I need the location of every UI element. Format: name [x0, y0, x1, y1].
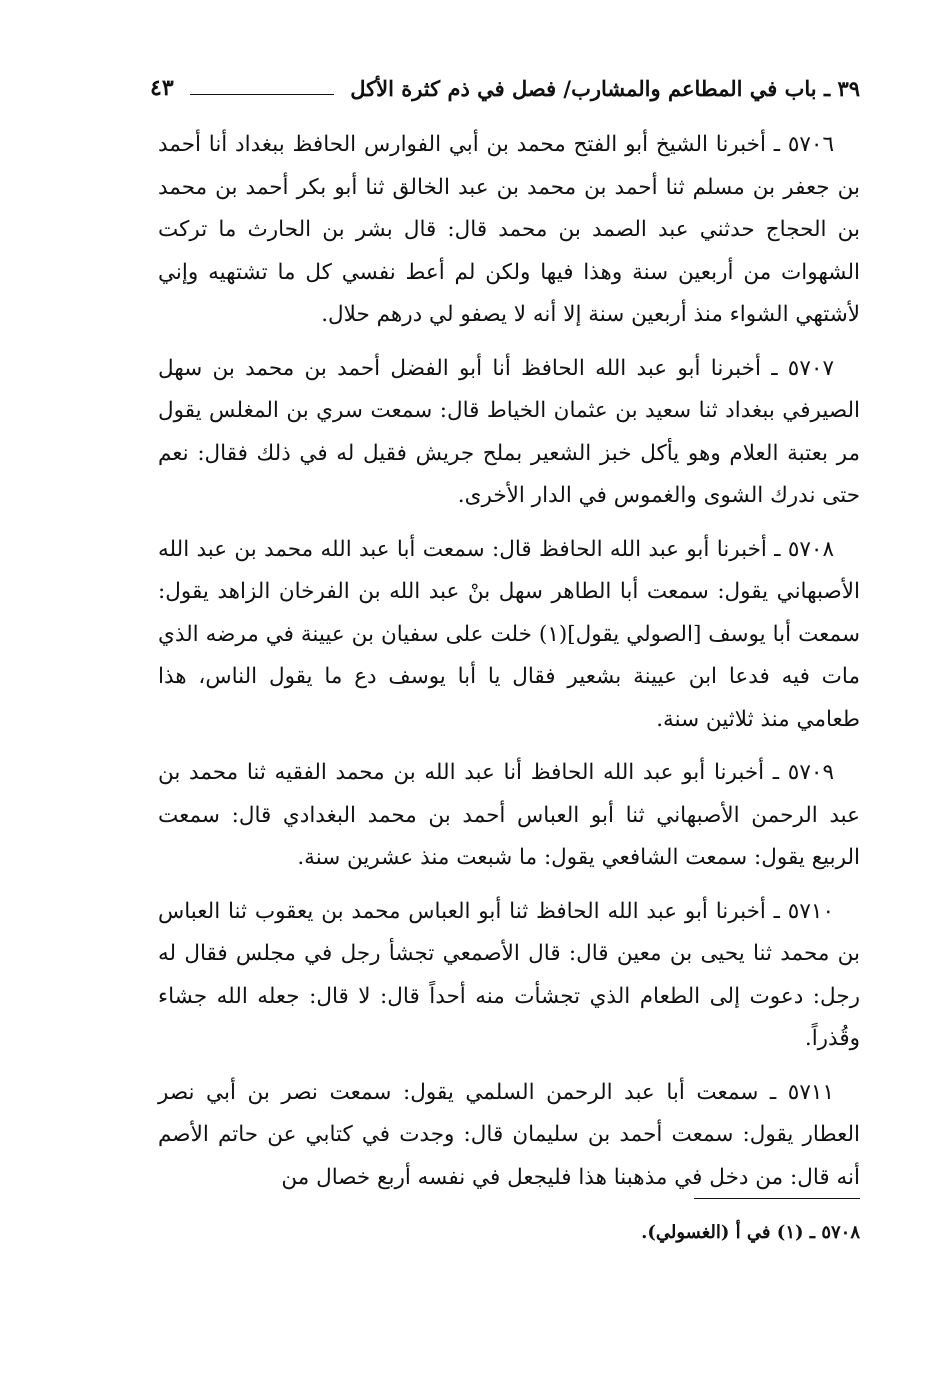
hadith-number: ٥٧٠٧	[787, 355, 834, 381]
hadith-number: ٥٧١٠	[787, 898, 834, 924]
running-header	[150, 68, 860, 108]
hadith-text: ـ أخبرنا أبو عبد الله الحافظ أنا عبد الله بن محمد الفقيه ثنا محمد بن عبد الرحمن الأصبهاني ثنا أبو العباس أحمد بن محمد البغدادي قال: سمعت الربيع يقول: سمعت الشافعي يقول: ما شبعت منذ عشرين سنة.	[158, 760, 860, 870]
page-number: ٤٣	[150, 75, 174, 101]
header-rule	[190, 94, 335, 95]
hadith-text: ـ سمعت أبا عبد الرحمن السلمي يقول: سمعت نصر بن أبي نصر العطار يقول: سمعت أحمد بن سليمان قال: وجدت في كتابي عن حاتم الأصم أنه قال: من دخل في مذهبنا هذا فليجعل في نفسه أربع خصال من	[158, 1079, 860, 1190]
hadith-text: ـ أخبرنا أبو عبد الله الحافظ قال: سمعت أبا عبد الله محمد بن عبد الله الأصبهاني يقول: سمعت أبا الطاهر سهل بنْ عبد الله بن الفرخان الزاهد يقول: سمعت أبا يوسف [الصولي يقول](١) خلت على سفيان بن عيينة في مرضه الذي مات فيه فدعا ابن عيينة بشعير فقال يا أبا يوسف دع ما يقول الناس، هذا طعامي منذ ثلاثين سنة.	[158, 536, 860, 732]
hadith-paragraph	[158, 891, 860, 1061]
hadith-text: ـ أخبرنا أبو عبد الله الحافظ ثنا أبو العباس محمد بن يعقوب ثنا العباس بن محمد ثنا يحيى بن معين قال: قال الأصمعي تجشأ رجل في مجلس فقال له رجل: دعوت إلى الطعام الذي تجشأت منه أحداً قال: لا قال: جعله الله جشاء وقُذراً.	[158, 898, 860, 1051]
hadith-number: ٥٧١١	[787, 1079, 834, 1105]
hadith-text: ـ أخبرنا أبو عبد الله الحافظ أنا أبو الفضل أحمد بن محمد بن سهل الصيرفي ببغداد ثنا سعيد بن عثمان الخياط قال: سمعت سري بن المغلس يقول مر بعتبة العلام وهو يأكل خبز الشعير بملح جريش فقيل له في ذلك فقال: نعم حتى ندرك الشوى والغموس في الدار الأخرى.	[158, 355, 860, 508]
footnote-divider	[694, 1198, 860, 1199]
hadith-paragraph	[158, 1072, 860, 1200]
chapter-title: ٣٩ ـ باب في المطاعم والمشارب/ فصل في ذم كثرة الأكل	[350, 75, 860, 101]
hadith-text: ـ أخبرنا الشيخ أبو الفتح محمد بن أبي الفوارس الحافظ ببغداد أنا أحمد بن جعفر بن مسلم ثنا أحمد بن محمد بن عبد الخالق ثنا أبو بكر أحمد بن محمد بن الحجاج حدثني عبد الصمد بن محمد قال: قال بشر بن الحارث ما تركت الشهوات من أربعين سنة وهذا فيها ولكن لم أعط نفسي كل ما تشتهيه وإني لأشتهي الشواء منذ أربعين سنة إلا أنه لا يصفو لي درهم حلال.	[158, 132, 860, 327]
hadith-number: ٥٧٠٦	[787, 132, 835, 157]
hadith-number: ٥٧٠٨	[787, 536, 835, 562]
footnote: ٥٧٠٨ ـ (١) في أ (الغسولي).	[641, 1222, 860, 1243]
hadith-number: ٥٧٠٩	[787, 760, 834, 785]
page-body	[158, 124, 860, 1210]
hadith-paragraph	[158, 529, 860, 742]
hadith-paragraph	[158, 348, 860, 518]
hadith-paragraph	[158, 752, 860, 880]
hadith-paragraph	[158, 124, 860, 337]
